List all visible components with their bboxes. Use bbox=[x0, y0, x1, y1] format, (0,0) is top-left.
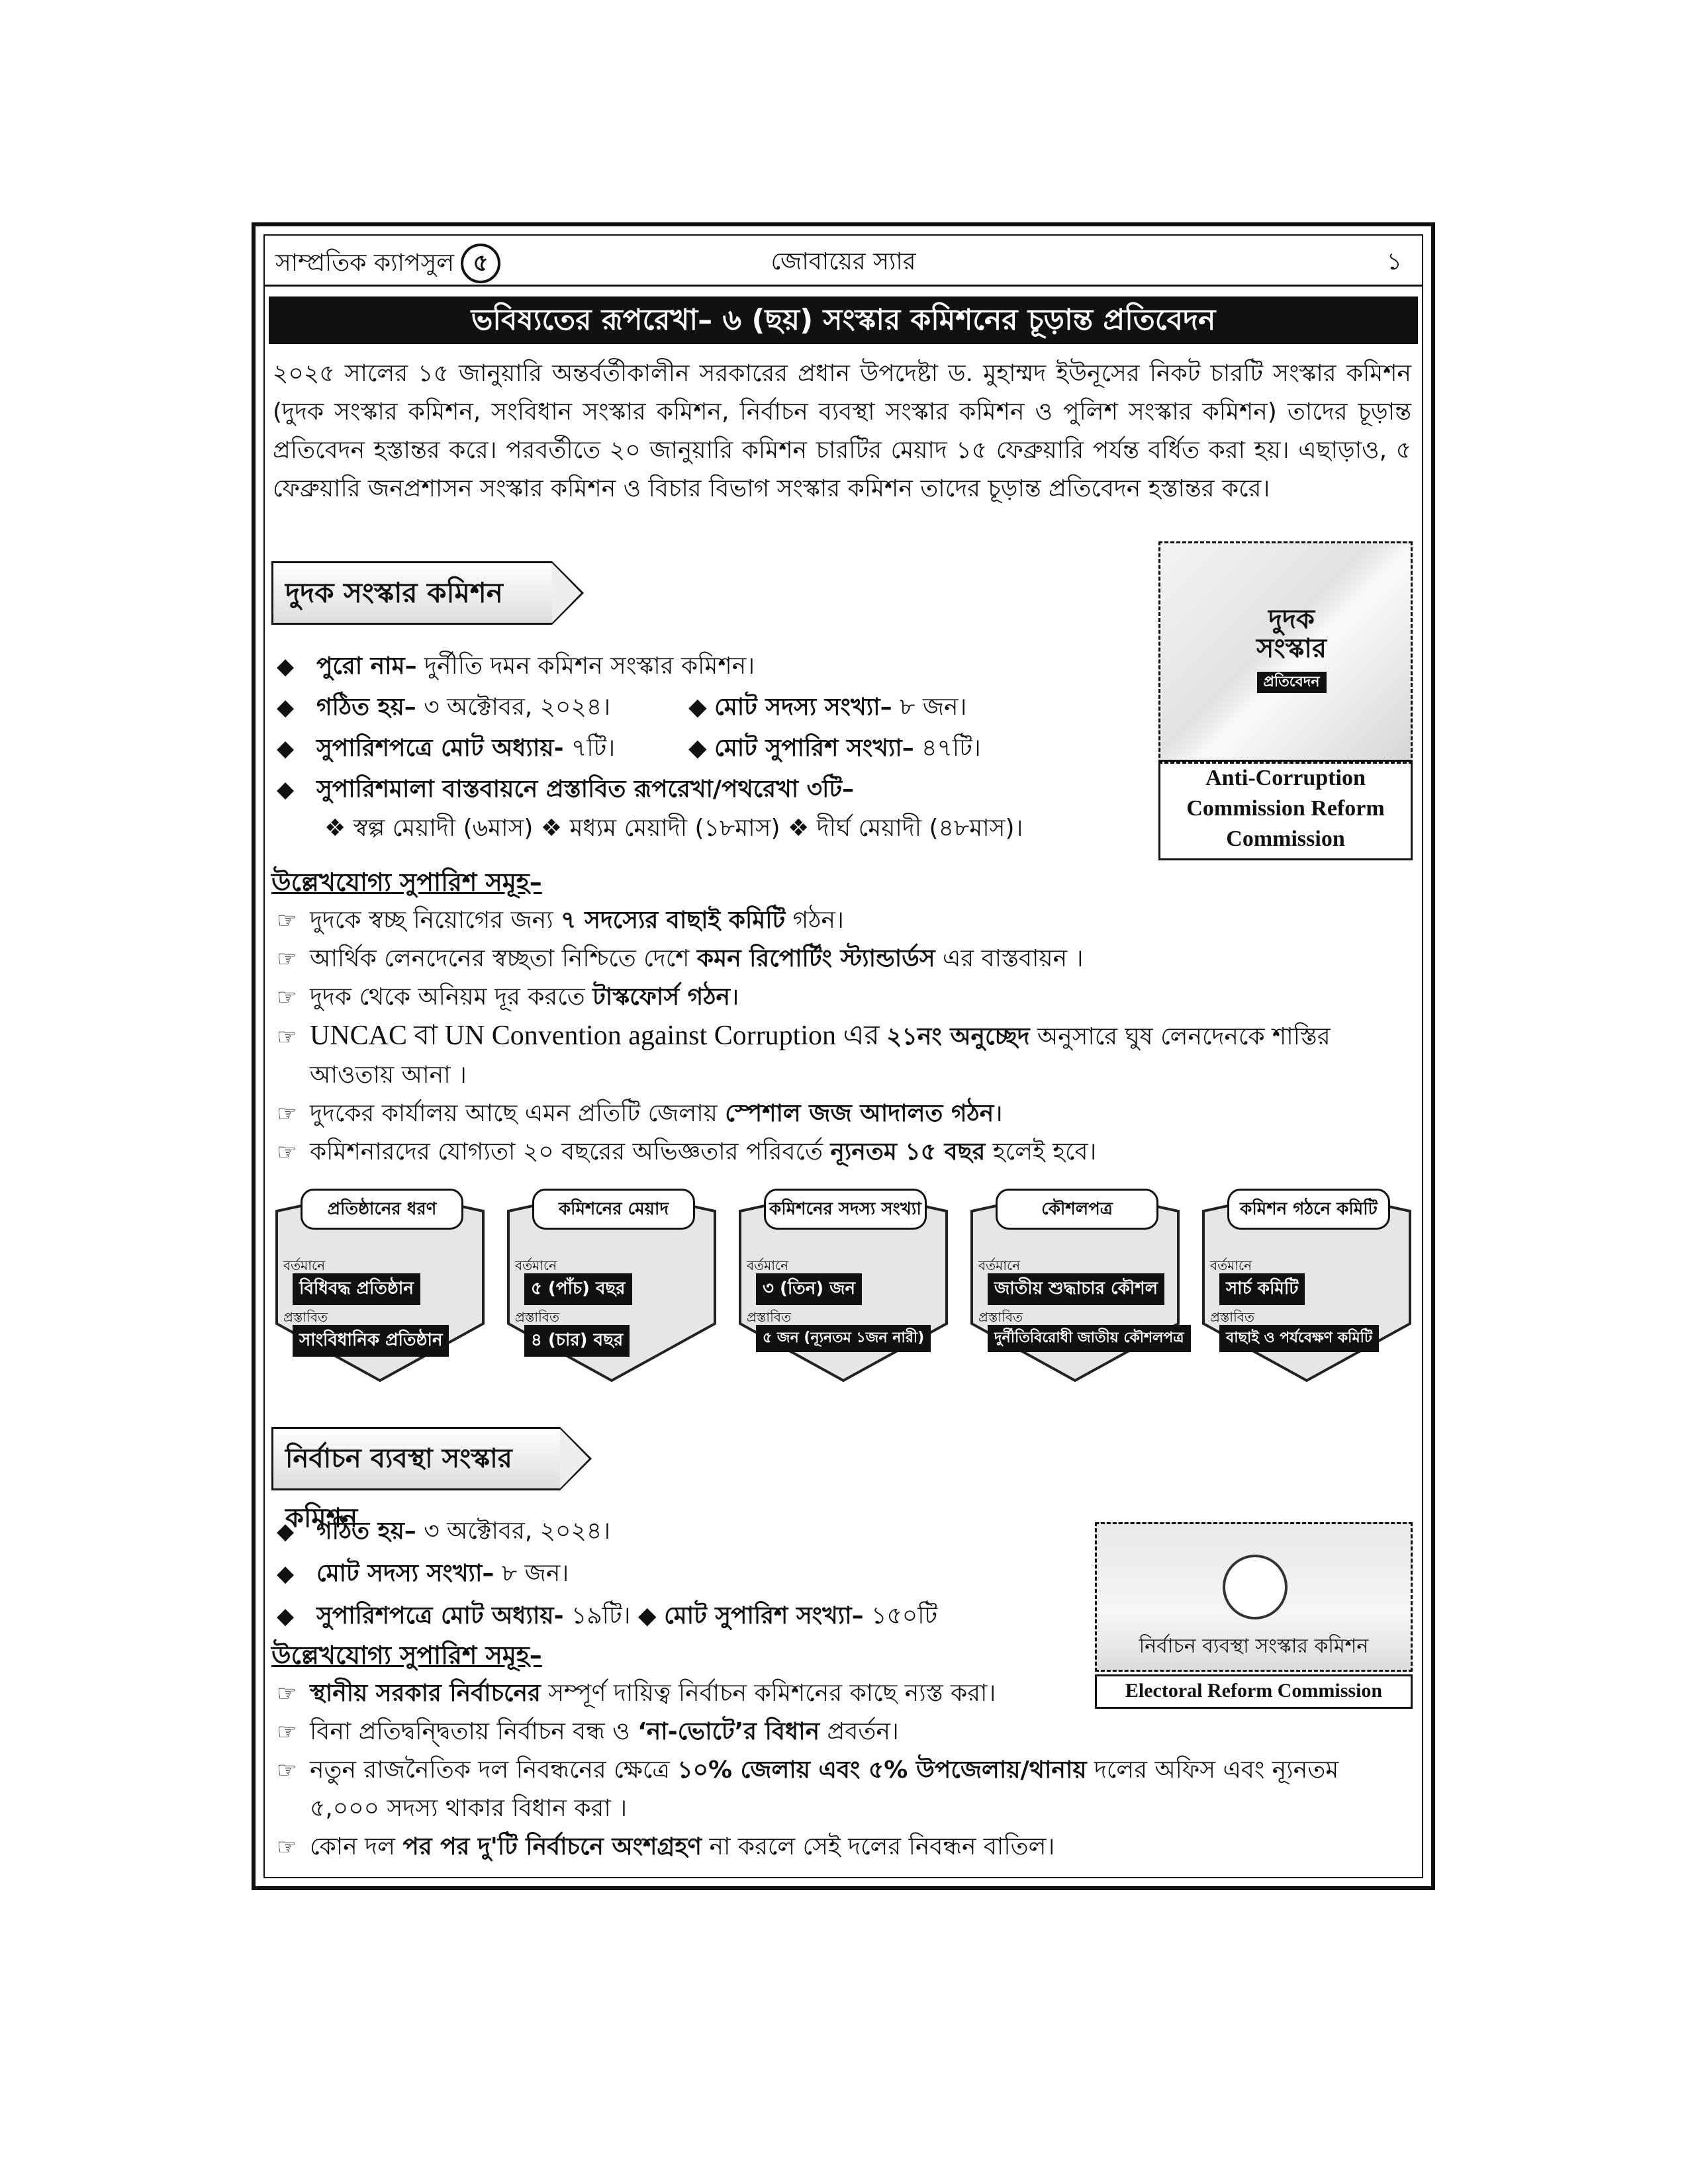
four-petal-icon: ❖ bbox=[324, 815, 353, 842]
fact-value: ১৯টি। bbox=[563, 1602, 631, 1629]
card-title: কমিশন গঠনে কমিটি bbox=[1227, 1189, 1390, 1230]
intro-paragraph: ২০২৫ সালের ১৫ জানুয়ারি অন্তর্বর্তীকালীন সরকারের প্রধান উপদেষ্টা ড. মুহাম্মদ ইউনূসের নিকট চারটি সংস্কার কমিশন (দুদক সংস্কার কমিশন, সংবিধান সংস্কার কমিশন, নির্বাচন ব্যবস্থা সংস্কার কমিশন ও পুলিশ সংস্কার কমিশন) তাদের চূড়ান্ত প্রতিবেদন হস্তান্তর করে। পরবর্তীতে ২০ জানুয়ারি কমিশন চারটির মেয়াদ ১৫ ফেব্রুয়ারি পর্যন্ত বর্ধিত করা হয়। এছাড়াও, ৫ ফেব্রুয়ারি জনপ্রশাসন সংস্কার কমিশন ও বিচার বিভাগ সংস্কার কমিশন তাদের চূড়ান্ত প্রতিবেদন হস্তান্তর করে। bbox=[273, 360, 1411, 502]
point-bold: ৭ সদস্যের বাছাই কমিটি bbox=[561, 907, 786, 934]
point-bold: টাস্কফোর্স গঠন bbox=[592, 983, 730, 1011]
pointing-hand-icon: ☞ bbox=[277, 1680, 297, 1707]
point-text: গঠন। bbox=[785, 907, 844, 934]
card-title: কমিশনের মেয়াদ bbox=[532, 1189, 695, 1230]
erc-heading-text: নির্বাচন ব্যবস্থা সংস্কার কমিশন bbox=[271, 1427, 560, 1490]
diamond-icon: ◆ bbox=[637, 1602, 665, 1629]
election-commission-logo-icon bbox=[1223, 1555, 1288, 1619]
diamond-icon: ◆ bbox=[277, 1518, 295, 1545]
point-text: নতুন রাজনৈতিক দল নিবন্ধনের ক্ষেত্রে bbox=[310, 1756, 678, 1784]
card-title: কমিশনের সদস্য সংখ্যা bbox=[764, 1189, 927, 1230]
card-current-value: জাতীয় শুদ্ধাচার কৌশল bbox=[988, 1273, 1164, 1305]
acc-section-heading bbox=[271, 561, 583, 627]
badge-tag: প্রতিবেদন bbox=[1257, 672, 1327, 693]
diamond-icon: ◆ bbox=[688, 694, 715, 721]
fact-value: ১৫০টি bbox=[863, 1602, 938, 1629]
point-text: দুদক থেকে অনিয়ম দূর করতে bbox=[310, 983, 593, 1011]
point-bold: ২১নং অনুচ্ছেদ bbox=[886, 1023, 1030, 1050]
card-proposed-label: প্রস্তাবিত bbox=[1210, 1309, 1254, 1325]
list-item bbox=[277, 1674, 1084, 1713]
point-text: । bbox=[994, 1100, 1003, 1127]
erc-notable-heading: উল্লেখযোগ্য সুপারিশ সমূহ– bbox=[271, 1641, 542, 1670]
point-bold: পর পর দু'টি নির্বাচনে অংশগ্রহণ bbox=[402, 1833, 702, 1860]
fact-label: সুপারিশমালা বাস্তবায়নে প্রস্তাবিত রূপরেখা/পথরেখা ৩টি– bbox=[316, 776, 855, 803]
card-proposed-value: সাংবিধানিক প্রতিষ্ঠান bbox=[293, 1325, 449, 1357]
point-text: হলেই হবে। bbox=[985, 1138, 1097, 1165]
point-text: প্রবর্তন। bbox=[820, 1718, 899, 1745]
list-item bbox=[277, 1095, 1411, 1133]
fact-label: সুপারিশপত্রে মোট অধ্যায়- bbox=[316, 735, 564, 762]
card-proposed-label: প্রস্তাবিত bbox=[747, 1309, 791, 1325]
diamond-icon: ◆ bbox=[277, 694, 295, 721]
fact-label: মোট সুপারিশ সংখ্যা– bbox=[664, 1602, 864, 1629]
list-item bbox=[277, 728, 1150, 769]
roadmap-item: স্বল্প মেয়াদী (৬মাস) bbox=[353, 815, 534, 842]
fact-value: ৮ জন। bbox=[494, 1560, 569, 1587]
erc-recommendations bbox=[277, 1674, 1411, 1866]
list-item bbox=[277, 1133, 1411, 1171]
card-current-label: বর্তমানে bbox=[747, 1257, 789, 1273]
badge-line-1: দুদক bbox=[1268, 604, 1315, 635]
list-item bbox=[277, 687, 1150, 728]
four-petal-icon: ❖ bbox=[540, 815, 570, 842]
point-bold: ১০% জেলায় এবং ৫% উপজেলায়/থানায় bbox=[677, 1756, 1087, 1784]
point-text: দুদকে স্বচ্ছ নিয়োগের জন্য bbox=[310, 907, 561, 934]
point-text: দুদকের কার্যালয় আছে এমন প্রতিটি জেলায় bbox=[310, 1100, 726, 1127]
card-current-value: সার্চ কমিটি bbox=[1219, 1273, 1305, 1305]
diamond-icon: ◆ bbox=[688, 735, 715, 762]
header-issue-number: ৫ bbox=[461, 244, 500, 283]
acc-heading-text: দুদক সংস্কার কমিশন bbox=[271, 561, 552, 625]
running-header bbox=[265, 236, 1422, 282]
arrow-tip-fill bbox=[560, 1429, 589, 1488]
diamond-icon: ◆ bbox=[277, 1561, 295, 1587]
comparison-card bbox=[737, 1185, 949, 1383]
card-proposed-label: প্রস্তাবিত bbox=[283, 1309, 328, 1325]
list-item bbox=[277, 1713, 1084, 1751]
acc-image-caption: Anti-Corruption Commission Reform Commission bbox=[1158, 760, 1413, 860]
comparison-card bbox=[969, 1185, 1184, 1383]
list-item bbox=[277, 901, 1411, 940]
card-proposed-label: প্রস্তাবিত bbox=[978, 1309, 1023, 1325]
pointing-hand-icon: ☞ bbox=[277, 907, 297, 934]
pointing-hand-icon: ☞ bbox=[277, 1757, 297, 1784]
card-title: প্রতিষ্ঠানের ধরণ bbox=[301, 1189, 463, 1230]
roadmap-item: দীর্ঘ মেয়াদী (৪৮মাস)। bbox=[816, 815, 1023, 842]
card-current-label: বর্তমানে bbox=[283, 1257, 326, 1273]
roadmap-items bbox=[277, 810, 1150, 847]
pointing-hand-icon: ☞ bbox=[277, 946, 297, 972]
pointing-hand-icon: ☞ bbox=[277, 984, 297, 1011]
card-proposed-value: ৫ জন (ন্যূনতম ১জন নারী) bbox=[756, 1325, 931, 1352]
card-proposed-value: বাছাই ও পর্যবেক্ষণ কমিটি bbox=[1219, 1325, 1379, 1352]
point-text: আর্থিক লেনদেনের স্বচ্ছতা নিশ্চিতে দেশে bbox=[310, 945, 697, 972]
card-proposed-value: ৪ (চার) বছর bbox=[524, 1325, 630, 1357]
point-text: বিনা প্রতিদ্বন্দ্বিতায় নির্বাচন বন্ধ ও bbox=[310, 1718, 638, 1745]
card-proposed-value: দুর্নীতিবিরোধী জাতীয় কৌশলপত্র bbox=[988, 1325, 1191, 1352]
list-item bbox=[277, 1510, 1084, 1553]
list-item bbox=[277, 1017, 1411, 1095]
card-proposed-label: প্রস্তাবিত bbox=[515, 1309, 559, 1325]
card-current-label: বর্তমানে bbox=[978, 1257, 1021, 1273]
card-current-label: বর্তমানে bbox=[1210, 1257, 1252, 1273]
point-text: সম্পূর্ণ দায়িত্ব নির্বাচন কমিশনের কাছে ন্যস্ত করা। bbox=[540, 1680, 996, 1707]
header-left-text: সাম্প্রতিক ক্যাপসুল bbox=[275, 250, 455, 277]
card-current-label: বর্তমানে bbox=[515, 1257, 557, 1273]
badge-line-2: সংস্কার bbox=[1256, 633, 1327, 664]
fact-value: ৩ অক্টোবর, ২০২৪। bbox=[416, 1518, 611, 1545]
diamond-icon: ◆ bbox=[277, 776, 295, 803]
list-item bbox=[277, 1828, 1411, 1866]
fact-label: গঠিত হয়– bbox=[316, 1518, 416, 1545]
list-item bbox=[277, 1553, 1084, 1595]
pointing-hand-icon: ☞ bbox=[277, 1719, 297, 1745]
erc-image-caption: Electoral Reform Commission bbox=[1095, 1674, 1413, 1709]
comparison-card bbox=[1201, 1185, 1413, 1383]
list-item bbox=[277, 1751, 1409, 1828]
page-number: ১ bbox=[1386, 248, 1402, 275]
header-center: জোবায়ের স্যার bbox=[771, 248, 916, 275]
card-current-value: ৫ (পাঁচ) বছর bbox=[524, 1273, 632, 1305]
list-item bbox=[277, 769, 1150, 810]
point-text: কমিশনারদের যোগ্যতা ২০ বছরের অভিজ্ঞতার পরিবর্তে bbox=[310, 1138, 831, 1165]
roadmap-item: মধ্যম মেয়াদী (১৮মাস) bbox=[569, 815, 780, 842]
point-text: কোন দল bbox=[310, 1833, 403, 1860]
diamond-icon: ◆ bbox=[277, 1603, 295, 1629]
diamond-icon: ◆ bbox=[277, 653, 295, 680]
list-item bbox=[277, 940, 1411, 978]
point-text: অনুসারে ঘুষ লেনদেনকে শাস্তির আওতায় আনা । bbox=[310, 1023, 1331, 1089]
fact-label: পুরো নাম– bbox=[316, 653, 417, 680]
acc-report-badge bbox=[1229, 604, 1354, 690]
point-bold: স্থানীয় সরকার নির্বাচনের bbox=[310, 1680, 541, 1707]
point-bold: স্পেশাল জজ আদালত গঠন bbox=[725, 1100, 994, 1127]
point-text: দলের অফিস এবং ন্যূনতম ৫,০০০ সদস্য থাকার বিধান করা । bbox=[310, 1756, 1339, 1822]
point-bold: ‘না-ভোটে’র বিধান bbox=[637, 1718, 820, 1745]
fact-value: ৮ জন। bbox=[892, 694, 967, 721]
list-item bbox=[277, 646, 1150, 687]
fact-value: দুর্নীতি দমন কমিশন সংস্কার কমিশন। bbox=[416, 653, 755, 680]
members-inline bbox=[688, 687, 966, 728]
erc-building-image bbox=[1095, 1522, 1413, 1672]
point-text: UNCAC বা UN Convention against Corruption এর bbox=[310, 1021, 887, 1051]
acc-facts-list bbox=[277, 646, 1150, 847]
point-text: না করলে সেই দলের নিবন্ধন বাতিল। bbox=[702, 1833, 1055, 1860]
fact-label: গঠিত হয়– bbox=[316, 694, 416, 721]
point-bold: ন্যূনতম ১৫ বছর bbox=[830, 1138, 986, 1165]
acc-recommendations bbox=[277, 901, 1411, 1171]
arrow-tip-fill bbox=[552, 563, 581, 623]
list-item bbox=[277, 978, 1411, 1017]
diamond-icon: ◆ bbox=[277, 735, 295, 762]
pointing-hand-icon: ☞ bbox=[277, 1139, 297, 1165]
card-title: কৌশলপত্র bbox=[996, 1189, 1158, 1230]
point-bold: কমন রিপোর্টিং স্ট্যান্ডার্ডস bbox=[696, 945, 935, 972]
fact-value: ৩ অক্টোবর, ২০২৪। bbox=[416, 694, 611, 721]
acc-notable-heading: উল্লেখযোগ্য সুপারিশ সমূহ– bbox=[271, 868, 542, 897]
pointing-hand-icon: ☞ bbox=[277, 1101, 297, 1127]
card-current-value: বিধিবদ্ধ প্রতিষ্ঠান bbox=[293, 1273, 420, 1305]
pointing-hand-icon: ☞ bbox=[277, 1834, 297, 1860]
fact-label: মোট সদস্য সংখ্যা– bbox=[714, 694, 892, 721]
erc-facts-list bbox=[277, 1510, 1084, 1637]
erc-image-label: নির্বাচন ব্যবস্থা সংস্কার কমিশন bbox=[1139, 1635, 1369, 1658]
point-text: এর বাস্তবায়ন । bbox=[935, 945, 1084, 972]
page-title: ভবিষ্যতের রূপরেখা– ৬ (ছয়) সংস্কার কমিশনের চূড়ান্ত প্রতিবেদন bbox=[269, 296, 1418, 344]
comparison-card bbox=[274, 1185, 486, 1383]
fact-label: সুপারিশপত্রে মোট অধ্যায়- bbox=[316, 1602, 564, 1629]
header-rule bbox=[265, 285, 1422, 287]
fact-value: ৭টি। bbox=[563, 735, 616, 762]
pointing-hand-icon: ☞ bbox=[277, 1024, 297, 1050]
four-petal-icon: ❖ bbox=[787, 815, 817, 842]
fact-value: ৪৭টি। bbox=[914, 735, 981, 762]
card-current-value: ৩ (তিন) জন bbox=[756, 1273, 862, 1305]
list-item bbox=[277, 1595, 1084, 1637]
recs-inline bbox=[688, 728, 981, 769]
comparison-card bbox=[506, 1185, 718, 1383]
fact-label: মোট সুপারিশ সংখ্যা– bbox=[714, 735, 914, 762]
fact-label: মোট সদস্য সংখ্যা– bbox=[316, 1560, 494, 1587]
point-text: । bbox=[730, 983, 739, 1011]
